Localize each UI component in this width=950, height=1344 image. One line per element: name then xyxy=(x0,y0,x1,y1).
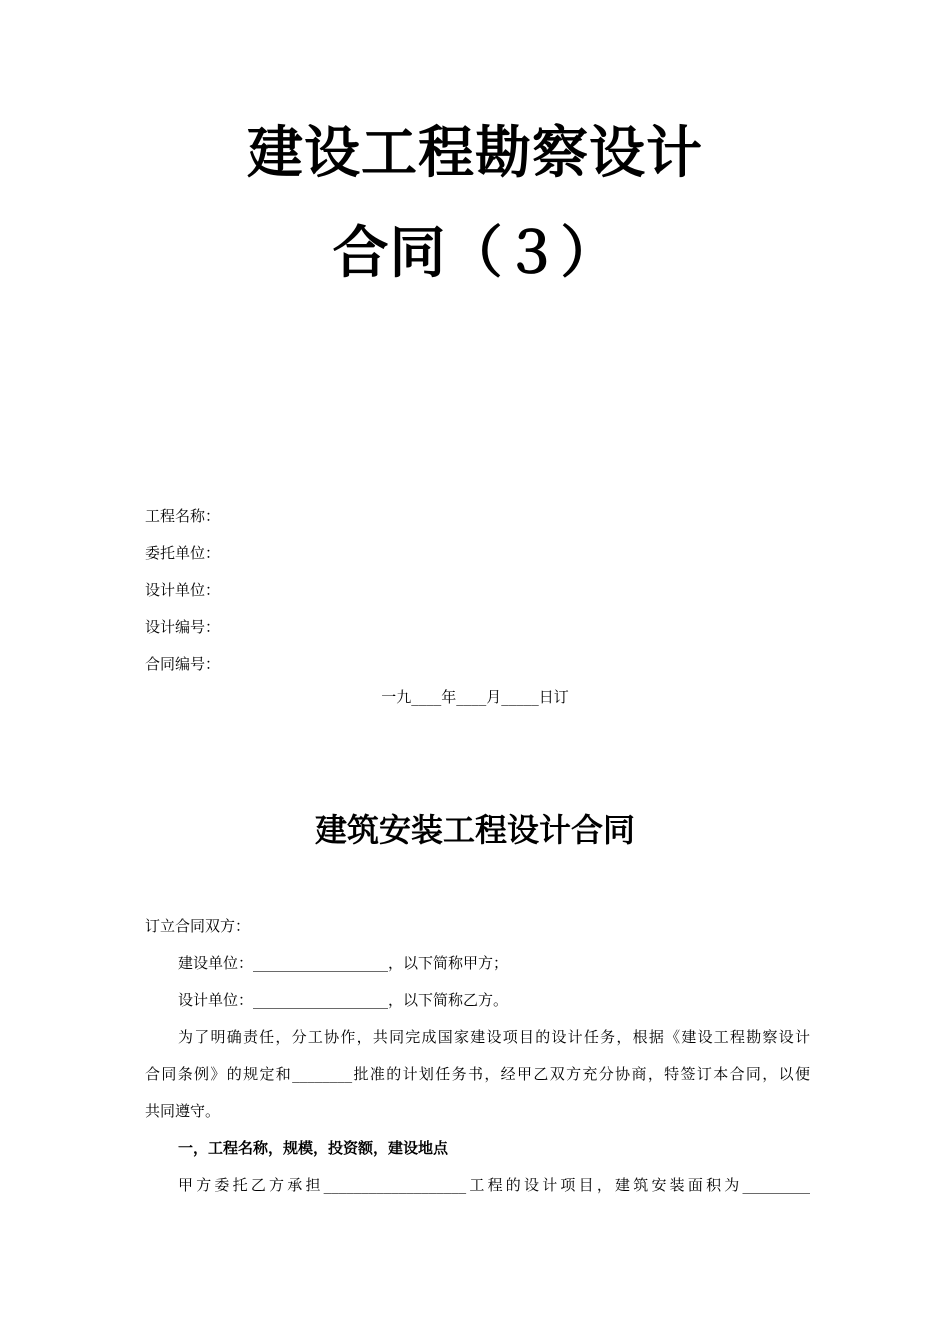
intro-paragraph-line3: 共同遵守。 xyxy=(145,1102,221,1120)
field-project-name: 工程名称： xyxy=(145,507,221,525)
parties-heading: 订立合同双方： xyxy=(145,917,251,935)
field-contract-number: 合同编号： xyxy=(145,655,221,673)
party-a-line: 建设单位：__________________，以下简称甲方； xyxy=(178,954,509,972)
section1-heading: 一，工程名称，规模，投资额，建设地点 xyxy=(178,1139,449,1157)
cover-field-list xyxy=(145,498,220,683)
party-b-line: 设计单位：__________________，以下简称乙方。 xyxy=(178,991,509,1009)
field-client-unit: 委托单位： xyxy=(145,544,221,562)
cover-title-line2: 合同（３） xyxy=(332,221,618,286)
contract-title: 建筑安装工程设计合同 xyxy=(314,811,635,849)
intro-paragraph-line2: 合同条例》的规定和________批准的计划任务书，经甲乙双方充分协商，特签订本合同，以便 xyxy=(145,1065,810,1083)
field-design-number: 设计编号： xyxy=(145,618,221,636)
cover-title-line1: 建设工程勘察设计 xyxy=(247,121,703,186)
field-design-unit: 设计单位： xyxy=(145,581,221,599)
contract-body xyxy=(145,908,810,1204)
intro-paragraph-line1: 为了明确责任，分工协作，共同完成国家建设项目的设计任务，根据《建设工程勘察设计 xyxy=(178,1028,810,1046)
sign-date-line: 一九____年____月_____日订 xyxy=(381,688,569,706)
section1-line1: 甲方委托乙方承担___________________工程的设计项目，建筑安装面积为_________ xyxy=(178,1176,810,1194)
